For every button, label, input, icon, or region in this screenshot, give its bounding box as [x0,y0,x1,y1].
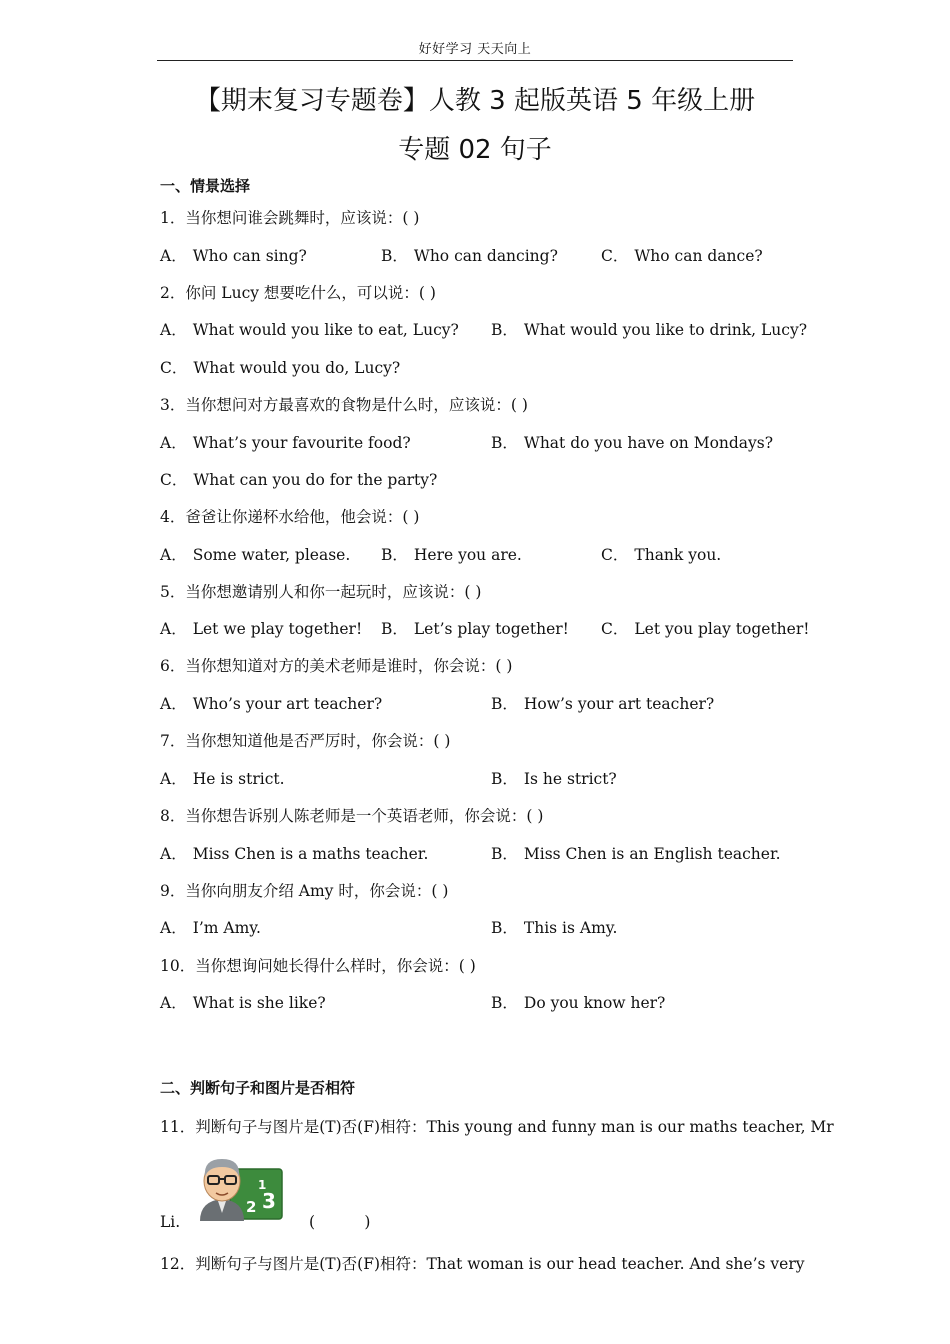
section-heading-situational-choice: 一、情景选择 [160,177,251,195]
question-5-option-b: B． Let’s play together! [381,620,569,638]
header-rule [157,60,793,61]
question-8-stem: 8．当你想告诉别人陈老师是一个英语老师，你会说：( ) [160,807,544,825]
question-11-stem: 11．判断句子与图片是(T)否(F)相符：This young and funny man is our maths teacher, Mr [160,1118,834,1136]
question-5-stem: 5．当你想邀请别人和你一起玩时，应该说：( ) [160,583,482,601]
question-12-stem: 12．判断句子与图片是(T)否(F)相符：That woman is our head teacher. And she’s very [160,1255,805,1273]
question-9-option-a: A． I’m Amy. [160,919,261,937]
question-8-option-b: B． Miss Chen is an English teacher. [491,845,781,863]
question-10-option-b: B． Do you know her? [491,994,666,1012]
board-digit-2: 2 [246,1198,257,1216]
question-4-option-b: B． Here you are. [381,546,522,564]
question-1-option-c: C． Who can dance? [601,247,763,265]
question-3-stem: 3．当你想问对方最喜欢的食物是什么时，应该说：( ) [160,396,528,414]
question-1-stem: 1．当你想问谁会跳舞时，应该说：( ) [160,209,420,227]
question-1-option-b: B． Who can dancing? [381,247,558,265]
question-10-stem: 10．当你想询问她长得什么样时，你会说：( ) [160,957,476,975]
question-8-option-a: A． Miss Chen is a maths teacher. [160,845,429,863]
question-3-option-b: B． What do you have on Mondays? [491,434,774,452]
board-digit-1: 1 [258,1178,267,1192]
question-10-option-a: A． What is she like? [160,994,326,1012]
question-1-option-a: A． Who can sing? [160,247,307,265]
question-2-option-b: B． What would you like to drink, Lucy? [491,321,808,339]
question-4-option-a: A． Some water, please. [160,546,351,564]
question-6-stem: 6．当你想知道对方的美术老师是谁时，你会说：( ) [160,657,513,675]
question-4-option-c: C． Thank you. [601,546,722,564]
question-2-stem: 2．你问 Lucy 想要吃什么，可以说：( ) [160,284,436,302]
teacher-at-blackboard-image [196,1155,284,1223]
section-heading-true-false: 二、判断句子和图片是否相符 [160,1079,356,1097]
question-5-option-a: A． Let we play together! [160,620,363,638]
question-7-stem: 7．当你想知道他是否严厉时，你会说：( ) [160,732,451,750]
document-subtitle: 专题 02 句子 [398,135,552,165]
question-4-stem: 4．爸爸让你递杯水给他，他会说：( ) [160,508,420,526]
question-2-option-c: C． What would you do, Lucy? [160,359,401,377]
question-5-option-c: C． Let you play together! [601,620,810,638]
question-11-answer-blank[interactable]: ( ) [309,1213,371,1231]
question-6-option-b: B． How’s your art teacher? [491,695,715,713]
question-3-option-c: C． What can you do for the party? [160,471,438,489]
board-digit-3: 3 [262,1189,276,1213]
question-3-option-a: A． What’s your favourite food? [160,434,411,452]
question-9-option-b: B． This is Amy. [491,919,618,937]
document-title: 【期末复习专题卷】人教 3 起版英语 5 年级上册 [194,86,756,116]
question-7-option-b: B． Is he strict? [491,770,617,788]
question-7-option-a: A． He is strict. [160,770,285,788]
question-6-option-a: A． Who’s your art teacher? [160,695,383,713]
question-11-continuation: Li. [160,1213,181,1231]
question-2-option-a: A． What would you like to eat, Lucy? [160,321,459,339]
question-9-stem: 9．当你向朋友介绍 Amy 时，你会说：( ) [160,882,449,900]
page-header-motto: 好好学习 天天向上 [418,42,532,57]
